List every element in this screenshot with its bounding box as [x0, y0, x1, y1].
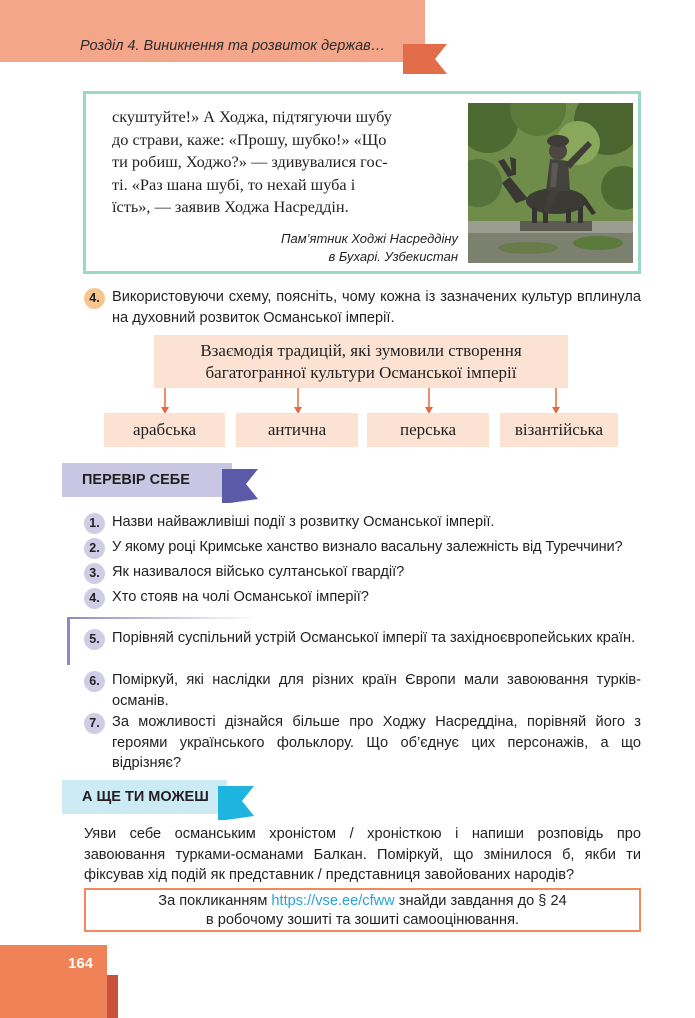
scheme-title-line: багатогранної культури Османської імперії [205, 363, 517, 382]
story-line: ті. «Раз шана шубі, то нехай шуба і [112, 174, 356, 194]
check-yourself-label: ПЕРЕВІР СЕБЕ [62, 463, 232, 497]
story-line: їсть», — заявив Ходжа Насреддін. [112, 197, 349, 216]
story-line: скуштуйте!» А Ходжа, підтягуючи шубу [112, 107, 392, 126]
scheme-title [154, 335, 568, 388]
question-text: Як називалося військо султанської гвардії? [112, 564, 405, 580]
question-number-badge: 4. [84, 288, 105, 309]
link-line [86, 892, 639, 911]
photo-caption [206, 230, 458, 266]
culture-box-antique: антична [236, 413, 358, 447]
monument-photo [468, 103, 633, 263]
culture-box-byzantine: візантійська [500, 413, 618, 447]
question-number-badge: 5. [84, 629, 105, 650]
story-text [112, 106, 458, 219]
culture-box-persian: перська [367, 413, 489, 447]
question-text: Назви найважливіші події з розвитку Османської імперії. [112, 514, 495, 530]
page-number: 164 [68, 955, 94, 972]
monument-illustration [468, 103, 633, 263]
question-text: За можливості дізнайся більше про Ходжу Насреддіна, порівняй його з героями українського фольклору. Що об’єднує цих персонажів, а що відрізняє? [112, 714, 641, 771]
question-number-badge: 4. [84, 588, 105, 609]
question-text: Порівняй суспільний устрій Османської імперії та західноєвропейських країн. [112, 630, 636, 646]
section-flag-icon [222, 469, 258, 503]
scheme-title-line: Взаємодія традицій, які зумовили створення [200, 341, 522, 360]
caption-line: Пам’ятник Ходжі Насреддіну [281, 231, 458, 246]
question-text: Поміркуй, які наслідки для різних країн Європи мали завоювання турків-османів. [112, 672, 641, 709]
question-number-badge: 3. [84, 563, 105, 584]
question-number-badge: 2. [84, 538, 105, 559]
question-number-badge: 7. [84, 713, 105, 734]
section-divider [67, 617, 257, 619]
culture-box-arabic: арабська [104, 413, 225, 447]
question-number-badge: 6. [84, 671, 105, 692]
section-flag-icon [218, 786, 254, 820]
question-text: Хто стояв на чолі Османської імперії? [112, 589, 369, 605]
section-divider-line [67, 617, 70, 665]
task-text: Уяви себе османським хроністом / хроністкою і напиши розповідь про завоювання турками-османами Балкан. Поміркуй, що змінилося б, якби ти фіксував хід подій як представник / представниця завойованих народів? [84, 826, 641, 883]
link-line-2: в робочому зошиті та зошиті самооцінювання. [205, 912, 520, 928]
link-suffix: знайди завдання до § 24 [394, 893, 567, 909]
story-line: ти робиш, Ходжо?» — здивувалися гос- [112, 152, 388, 171]
online-tasks-box [84, 888, 641, 932]
link-prefix: За покликанням [158, 893, 272, 909]
question-number-badge: 1. [84, 513, 105, 534]
scheme-arrows [0, 388, 695, 416]
header-ribbon-tab [403, 44, 447, 74]
story-line: до страви, каже: «Прошу, шубко!» «Що [112, 129, 387, 149]
caption-line: в Бухарі. Узбекистан [328, 249, 458, 264]
question-text: Використовуючи схему, поясніть, чому кожна із зазначених культур вплинула на духовний розвиток Османської імперії. [112, 289, 641, 326]
chapter-title: Розділ 4. Виникнення та розвиток держав… [80, 38, 386, 54]
vse-link[interactable]: https://vse.ee/cfww [271, 893, 395, 909]
can-do-more-label: А ЩЕ ТИ МОЖЕШ [62, 780, 227, 814]
footer-band-shadow [107, 975, 118, 1018]
question-text: У якому році Кримське ханство визнало васальну залежність від Туреччини? [112, 539, 623, 555]
story-box [83, 91, 641, 274]
